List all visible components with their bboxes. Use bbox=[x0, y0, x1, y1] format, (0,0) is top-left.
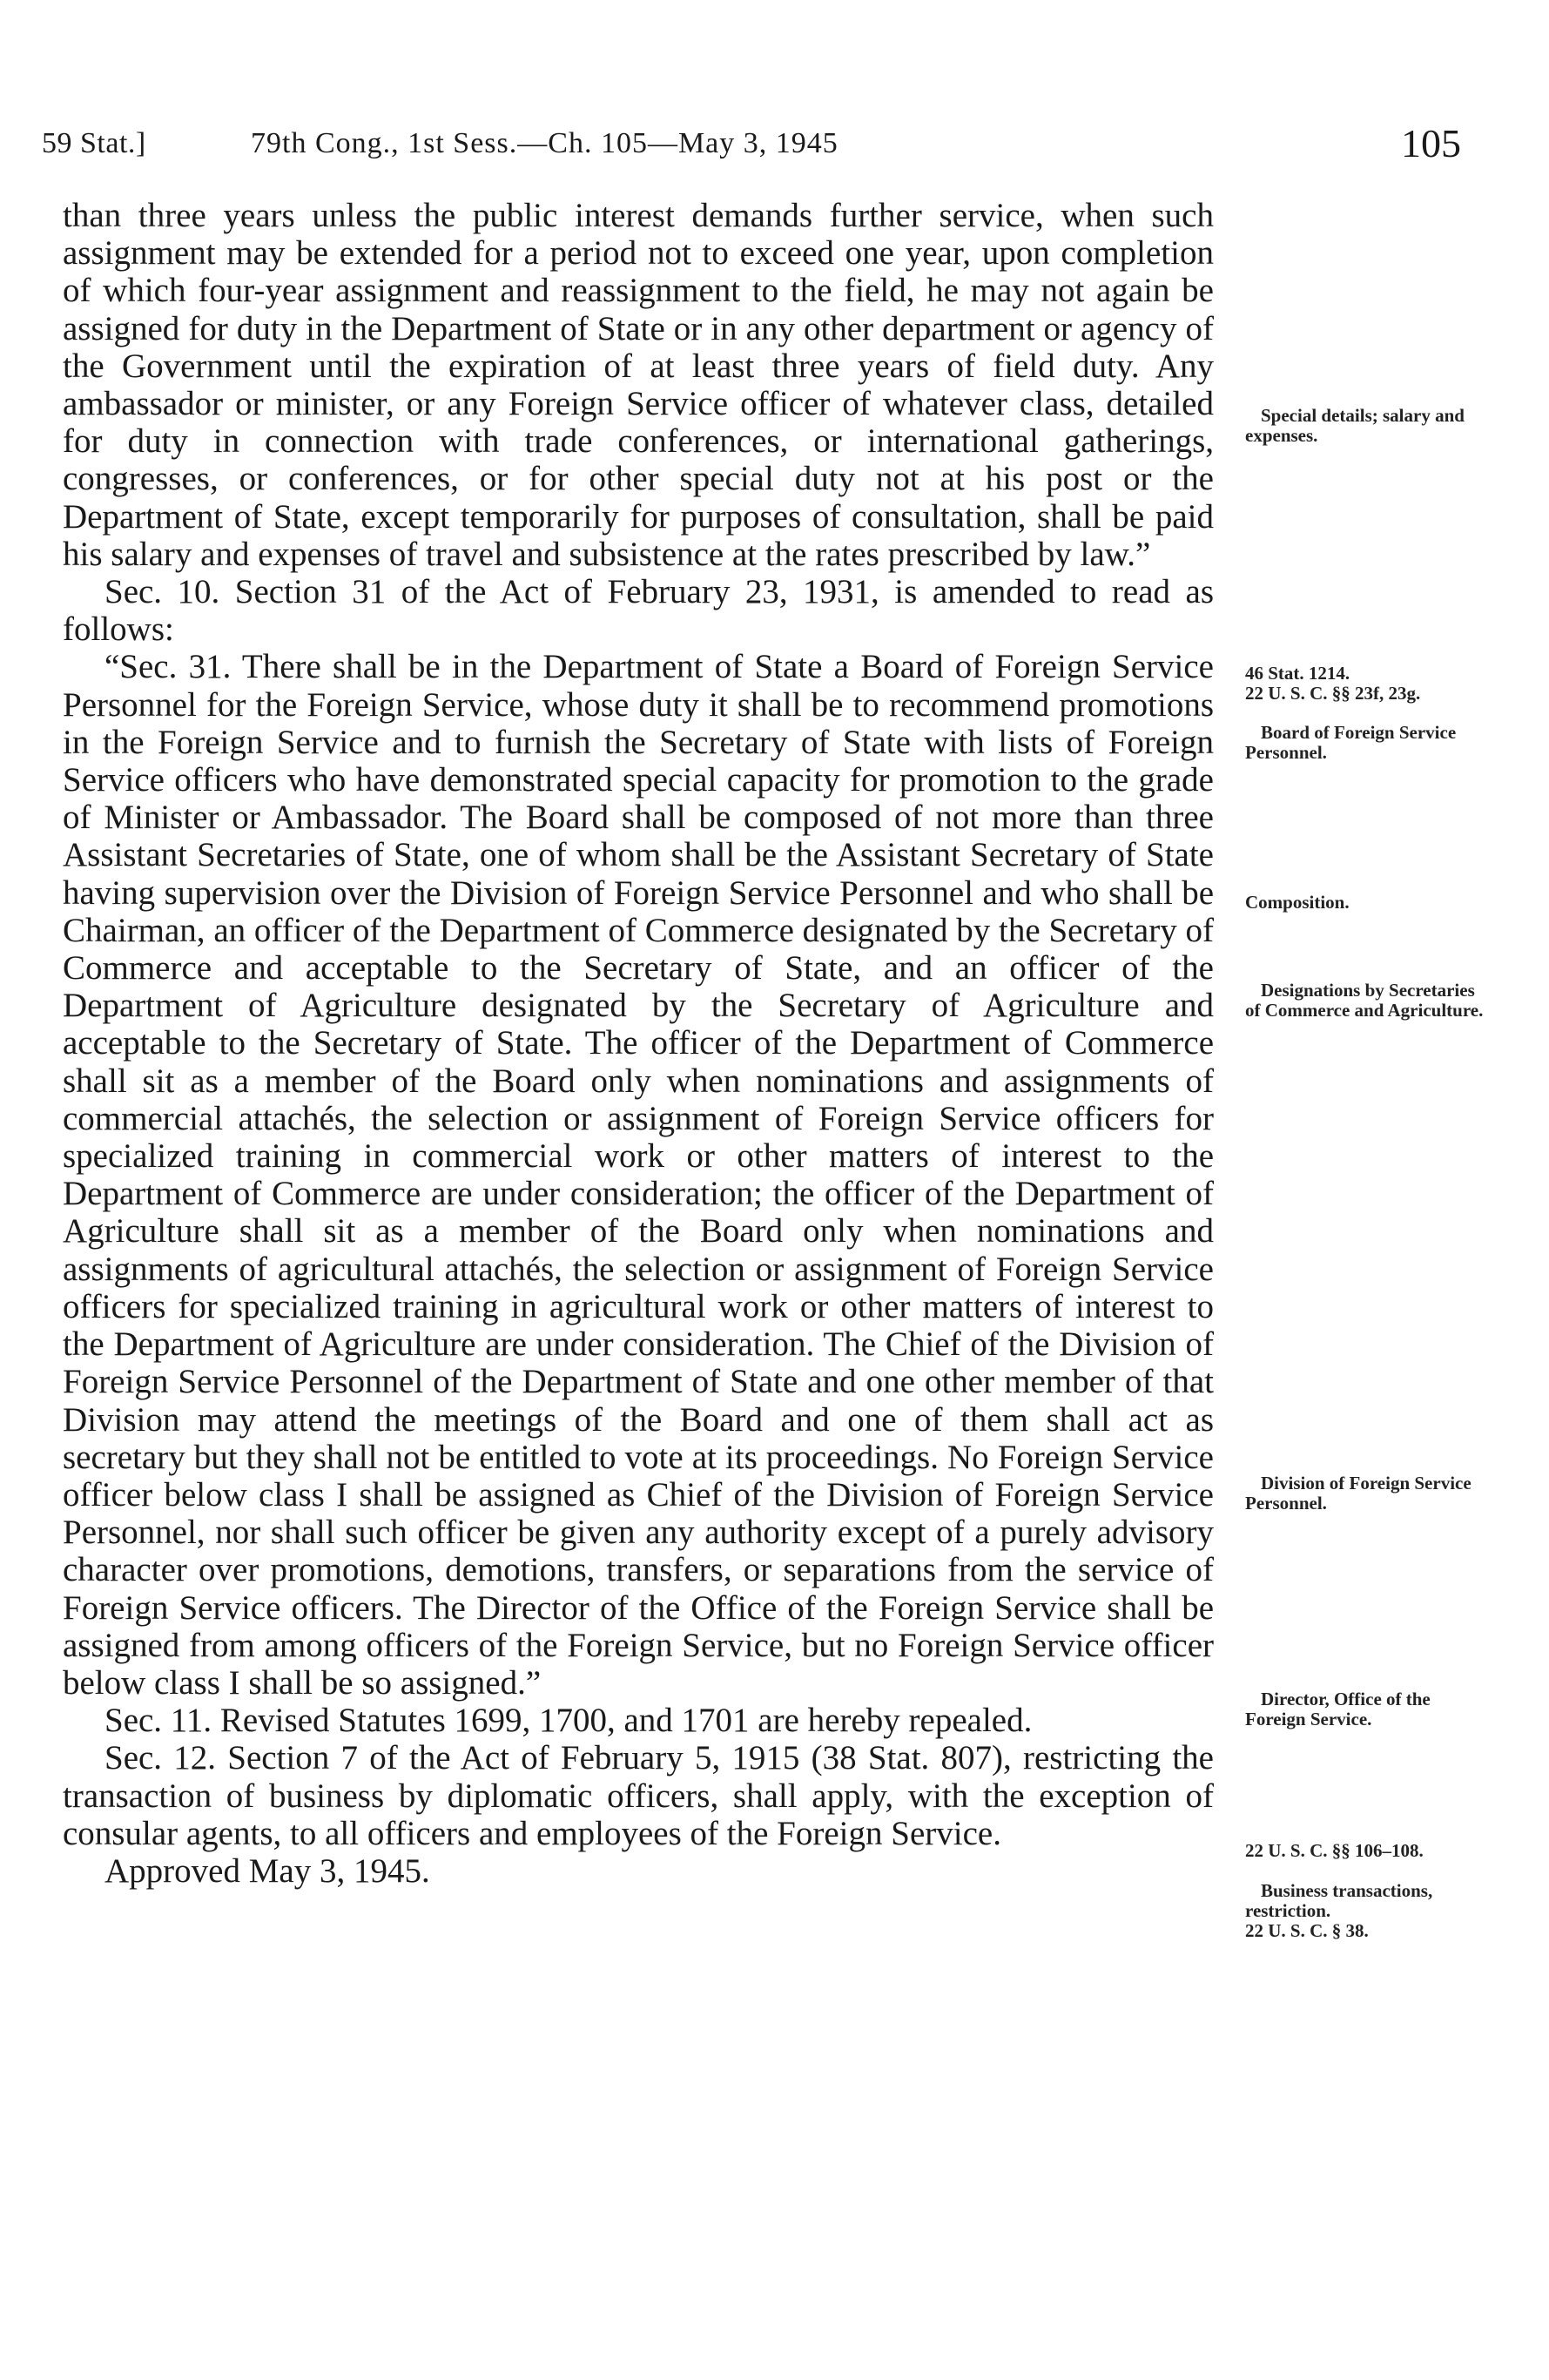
margin-note-board: Board of Foreign Service Personnel. bbox=[1245, 722, 1457, 763]
page-header bbox=[42, 120, 1461, 172]
margin-note-stat-citation: 46 Stat. 1214. bbox=[1245, 663, 1350, 684]
margin-note-usc-citation: 22 U. S. C. §§ 23f, 23g. bbox=[1245, 683, 1421, 704]
margin-note-composition: Composition. bbox=[1245, 892, 1350, 913]
statute-volume: 59 Stat.] bbox=[42, 127, 146, 159]
margin-note-usc-106: 22 U. S. C. §§ 106–108. bbox=[1245, 1840, 1424, 1861]
section-11: Sec. 11. Revised Statutes 1699, 1700, and 1701 are hereby repealed. bbox=[104, 1702, 1033, 1740]
statute-text bbox=[63, 197, 1214, 1890]
margin-note-business: Business transactions, restriction. bbox=[1245, 1880, 1433, 1921]
margin-note-special-details: Special details; salary and expenses. bbox=[1245, 405, 1465, 446]
paragraph-continuation: than three years unless the public interest demands further service, when such assignment may be extended for a period not to exceed one year, upon completion of which four-year assignment and reassignment to the field, he may not again be assigned for duty in the Department of State or in any other department or agency of the Government until the expiration of at least three years of field duty. Any ambassador or minister, or any Foreign Service officer of whatever class, detailed for duty in connection with trade conferences, or international gatherings, congresses, or conferences, or for other special duty not at his post or the Department of State, except temporarily for purposes of consultation, shall be paid his salary and expenses of travel and subsistence at the rates prescribed by law.” bbox=[63, 197, 1214, 573]
margin-note-designations: Designations by Secretaries of Commerce and Agriculture. bbox=[1245, 980, 1484, 1021]
section-31-quoted: “Sec. 31. There shall be in the Department of State a Board of Foreign Service Personnel for the Foreign Service, whose duty it shall be to recommend promotions in the Foreign Service and to furnish the Secretary of State with lists of Foreign Service officers who have demonstrated special capacity for promotion to the grade of Minister or Ambassador. The Board shall be composed of not more than three Assistant Secretaries of State, one of whom shall be the Assistant Secretary of State having supervision over the Division of Foreign Service Personnel and who shall be Chairman, an officer of the Department of Commerce designated by the Secretary of Commerce and acceptable to the Secretary of State, and an officer of the Department of Agriculture designated by the Secretary of Agriculture and acceptable to the Secretary of State. The officer of the Department of Commerce shall sit as a member of the Board only when nominations and assignments of commercial attachés, the selection or assignment of Foreign Service officers for specialized training in commercial work or other matters of interest to the Department of Commerce are under consideration; the officer of the Department of Agriculture shall sit as a member of the Board only when nominations and assignments of agricultural attachés, the selection or assignment of Foreign Service officers for specialized training in agricultural work or other matters of interest to the Department of Agriculture are under consideration. The Chief of the Division of Foreign Service Personnel of the Department of State and one other member of that Division may attend the meetings of the Board and one of them shall act as secretary but they shall not be entitled to vote at its proceedings. No Foreign Service officer below class I shall be assigned as Chief of the Division of Foreign Service Personnel, nor shall such officer be given any authority except of a purely advisory character over promotions, demotions, transfers, or separations from the service of Foreign Service officers. The Director of the Office of the Foreign Service shall be assigned from among officers of the Foreign Service, but no Foreign Service officer below class I shall be so assigned.” bbox=[63, 648, 1214, 1702]
page-number: 105 bbox=[1401, 121, 1461, 165]
margin-note-usc-38: 22 U. S. C. § 38. bbox=[1245, 1920, 1369, 1941]
section-12: Sec. 12. Section 7 of the Act of February 5, 1915 (38 Stat. 807), restricting the transaction of business by diplomatic officers, shall apply, with the exception of consular agents, to all officers and employees of the Foreign Service. bbox=[63, 1739, 1214, 1852]
margin-note-director: Director, Office of the Foreign Service. bbox=[1245, 1689, 1431, 1729]
margin-note-division: Division of Foreign Service Personnel. bbox=[1245, 1473, 1472, 1514]
section-10: Sec. 10. Section 31 of the Act of February 23, 1931, is amended to read as follows: bbox=[63, 573, 1214, 649]
running-head: 79th Cong., 1st Sess.—Ch. 105—May 3, 1945 bbox=[251, 127, 838, 159]
approval-date: Approved May 3, 1945. bbox=[104, 1851, 430, 1890]
